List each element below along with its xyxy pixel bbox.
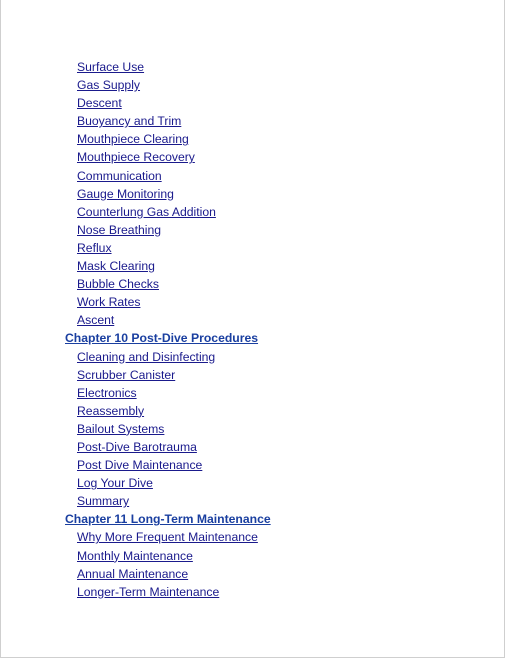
toc-section-entry	[1, 438, 504, 456]
toc-section-entry	[1, 130, 504, 148]
toc-section-link[interactable]: Cleaning and Disinfecting	[77, 349, 216, 364]
toc-section-link[interactable]: Nose Breathing	[77, 222, 162, 237]
toc-section-entry	[1, 384, 504, 402]
toc-section-link[interactable]: Reflux	[77, 240, 112, 255]
toc-section-link[interactable]: Counterlung Gas Addition	[77, 204, 216, 219]
toc-section-link[interactable]: Scrubber Canister	[77, 367, 176, 382]
toc-section-entry	[1, 257, 504, 275]
toc-section-entry	[1, 366, 504, 384]
toc-section-entry	[1, 167, 504, 185]
toc-section-entry	[1, 58, 504, 76]
toc-chapter-link[interactable]: Chapter 10 Post-Dive Procedures	[65, 331, 259, 346]
toc-section-entry	[1, 275, 504, 293]
toc-section-link[interactable]: Ascent	[77, 313, 115, 328]
toc-chapter-entry	[1, 329, 504, 347]
toc-section-link[interactable]: Gas Supply	[77, 78, 141, 93]
toc-section-link[interactable]: Longer-Term Maintenance	[77, 584, 220, 599]
toc-section-entry	[1, 474, 504, 492]
toc-section-entry	[1, 583, 504, 601]
toc-section-link[interactable]: Post-Dive Barotrauma	[77, 439, 197, 454]
toc-section-entry	[1, 311, 504, 329]
toc-section-entry	[1, 185, 504, 203]
toc-section-entry	[1, 148, 504, 166]
toc-section-entry	[1, 402, 504, 420]
toc-section-entry	[1, 492, 504, 510]
toc-section-link[interactable]: Buoyancy and Trim	[77, 114, 182, 129]
toc-chapter-link[interactable]: Chapter 11 Long-Term Maintenance	[65, 512, 271, 527]
toc-section-entry	[1, 239, 504, 257]
toc-section-link[interactable]: Gauge Monitoring	[77, 186, 174, 201]
toc-section-link[interactable]: Annual Maintenance	[77, 566, 189, 581]
toc-section-entry	[1, 420, 504, 438]
toc-section-link[interactable]: Mouthpiece Recovery	[77, 150, 195, 165]
toc-section-link[interactable]: Why More Frequent Maintenance	[77, 530, 258, 545]
toc-section-link[interactable]: Monthly Maintenance	[77, 548, 193, 563]
toc-section-entry	[1, 112, 504, 130]
toc-section-link[interactable]: Communication	[77, 168, 162, 183]
toc-section-entry	[1, 348, 504, 366]
toc-section-entry	[1, 547, 504, 565]
toc-section-link[interactable]: Log Your Dive	[77, 476, 153, 491]
toc-section-entry	[1, 76, 504, 94]
toc-section-entry	[1, 94, 504, 112]
toc-section-link[interactable]: Reassembly	[77, 403, 145, 418]
toc-section-link[interactable]: Work Rates	[77, 295, 141, 310]
toc-section-link[interactable]: Bubble Checks	[77, 277, 159, 292]
toc-section-link[interactable]: Mouthpiece Clearing	[77, 132, 189, 147]
toc-section-link[interactable]: Electronics	[77, 385, 137, 400]
toc-section-entry	[1, 221, 504, 239]
toc-section-entry	[1, 293, 504, 311]
toc-section-entry	[1, 203, 504, 221]
toc-section-link[interactable]: Descent	[77, 96, 122, 111]
toc-section-link[interactable]: Bailout Systems	[77, 421, 165, 436]
table-of-contents	[1, 58, 504, 601]
toc-section-link[interactable]: Summary	[77, 494, 130, 509]
toc-section-link[interactable]: Post Dive Maintenance	[77, 458, 203, 473]
toc-section-link[interactable]: Mask Clearing	[77, 259, 155, 274]
toc-chapter-entry	[1, 510, 504, 528]
toc-section-entry	[1, 456, 504, 474]
toc-section-entry	[1, 528, 504, 546]
toc-section-entry	[1, 565, 504, 583]
toc-section-link[interactable]: Surface Use	[77, 60, 145, 74]
